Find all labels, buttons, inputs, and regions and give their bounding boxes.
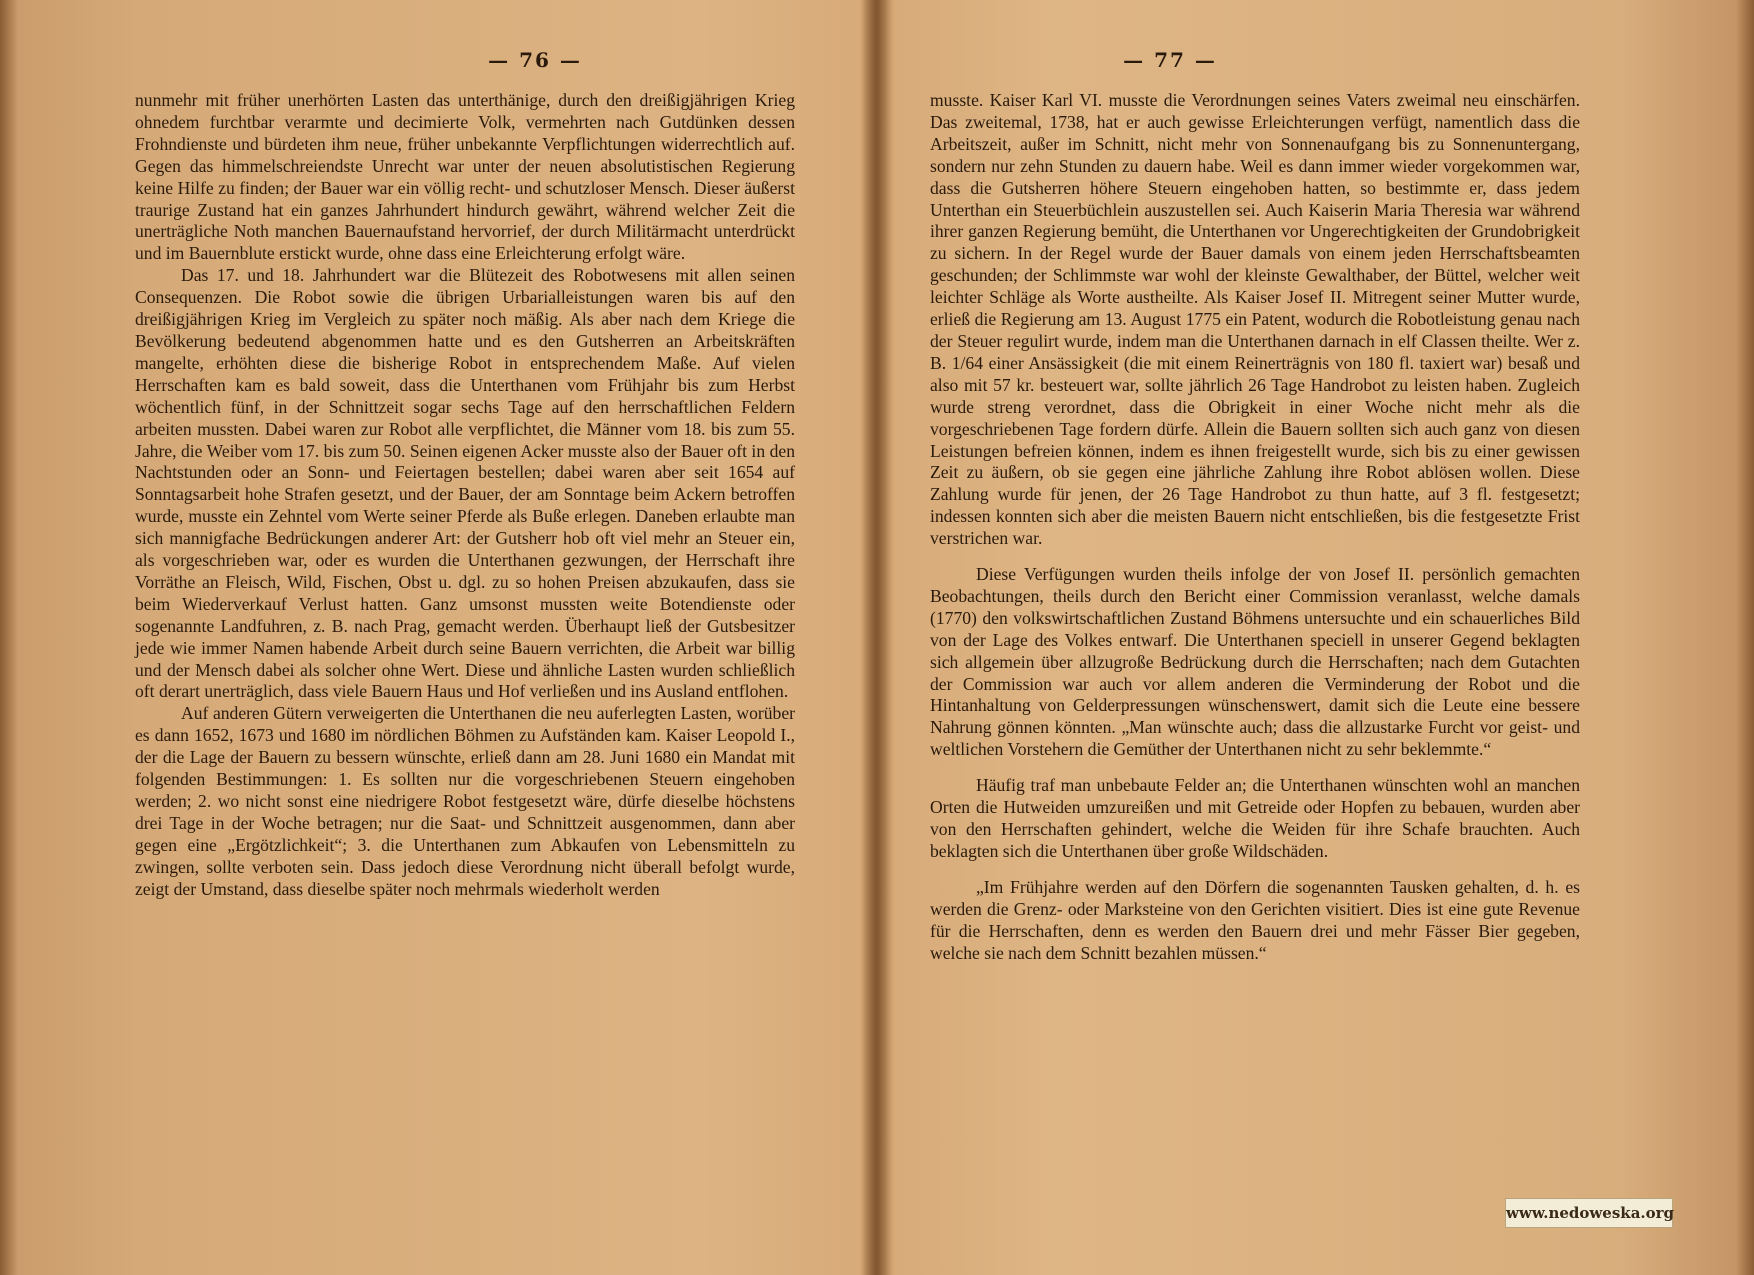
page-edge-right [1736, 0, 1754, 1275]
page-number-right: — 77 — [1123, 48, 1217, 72]
left-page [135, 40, 795, 1260]
right-page [930, 40, 1580, 1260]
book-gutter [862, 0, 890, 1275]
left-page-text [135, 90, 795, 901]
page-edge-left [0, 0, 18, 1275]
paragraph: Häufig traf man unbebaute Felder an; die Unterthanen wünschten wohl an manchen Orten die Hutweiden umzureißen und mit Getreide oder Hopfen zu bebauen, wurden aber von den Herrschaften gehindert, welche die Weiden für ihre Schafe brauchten. Auch beklagten sich die Unterthanen über große Wildschäden. [930, 775, 1580, 861]
right-page-text [930, 90, 1580, 964]
paragraph: Auf anderen Gütern verweigerten die Unterthanen die neu auferlegten Lasten, worüber es dann 1652, 1673 und 1680 im nördlichen Böhmen zu Aufständen kam. Kaiser Leopold I., der die Lage der Bauern zu bessern wünschte, erließ dann am 28. Juni 1680 ein Mandat mit folgenden Bestimmungen: 1. Es sollten nur die vorgeschriebenen Steuern eingehoben werden; 2. wo nicht sonst eine niedrigere Robot festgesetzt wäre, dürfe dieselbe höchstens drei Tage in der Woche betragen; nur die Saat- und Schnittzeit ausgenommen, dann aber gegen eine „Ergötzlichkeit“; 3. die Unterthanen zum Abkaufen von Lebensmitteln zu zwingen, sollte verboten sein. Dass jedoch diese Verordnung nicht überall befolgt wurde, zeigt der Umstand, dass dieselbe später noch mehrmals wiederholt werden [135, 703, 795, 899]
watermark-url: www.nedoweska.org [1505, 1198, 1673, 1228]
paragraph: musste. Kaiser Karl VI. musste die Verordnungen seines Vaters zweimal neu einschärfen. Das zweitemal, 1738, hat er auch gewisse Erleichterungen verfügt, namentlich dass die Arbeitszeit, außer im Schnitt, nicht mehr von Sonnenaufgang bis zu Sonnenuntergang, sondern nur zehn Stunden zu dauern habe. Weil es dann immer wieder vorgekommen war, dass die Gutsherren höhere Steuern eingehoben hatten, so bestimmte er, dass jedem Unterthan ein Steuerbüchlein auszustellen sei. Auch Kaiserin Maria Theresia war während ihrer ganzen Regierung bemüht, die Unterthanen vor Ungerechtigkeiten der Grundobrigkeit zu sichern. In der Regel wurde der Bauer damals von einem jeden Herrschaftsbeamten geschunden; der Schlimmste war wohl der kleinste Gewalthaber, der Büttel, welcher weit leichter Schläge als Worte austheilte. Als Kaiser Josef II. Mitregent seiner Mutter wurde, erließ die Regierung am 13. August 1775 ein Patent, wodurch die Robotleistung genau nach der Steuer regulirt wurde, indem man die Unterthanen darnach in elf Classen theilte. Wer z. B. 1/64 einer Ansässigkeit (die mit einem Reinerträgnis von 180 fl. taxiert war) besaß und also mit 57 kr. besteuert war, sollte jährlich 26 Tage Handrobot zu leisten haben. Zugleich wurde streng verordnet, dass die Obrigkeit in einer Woche nicht mehr als die vorgeschriebenen Tage fordern dürfe. Allein die Bauern sollten sich auch ganz von diesen Leistungen befreien können, indem es ihnen freigestellt wurde, sich bis zu einer gewissen Zeit zu äußern, ob sie gegen eine jährliche Zahlung ihre Robot ablösen wollen. Diese Zahlung wurde für jenen, der 26 Tage Handrobot zu thun hatte, auf 3 fl. festgesetzt; indessen konnten sich aber die meisten Bauern nicht entschließen, bis die festgesetzte Frist verstrichen war. [930, 90, 1580, 549]
paragraph: „Im Frühjahre werden auf den Dörfern die sogenannten Tausken gehalten, d. h. es werden die Grenz- oder Marksteine von den Gerichten visitiert. Dies ist eine gute Revenue für die Herrschaften, denn es werden den Bauern drei und mehr Fässer Bier gegeben, welche sie nach dem Schnitt bezahlen müssen.“ [930, 876, 1580, 963]
paragraph: nunmehr mit früher unerhörten Lasten das unterthänige, durch den dreißigjährigen Krieg ohnedem furchtbar verarmte und decimierte Volk, vermehrten nach Gutdünken dessen Frohndienste und bürdeten ihm neue, früher unbekannte Verpflichtungen widerrechtlich auf. Gegen das himmelschreiendste Unrecht war unter der neuen absolutistischen Regierung keine Hilfe zu finden; der Bauer war ein völlig recht- und schutzloser Mensch. Dieser äußerst traurige Zustand hat ein ganzes Jahrhundert hindurch gewährt, während welcher Zeit die unerträgliche Noth manchen Bauernaufstand hervorrief, der durch Militärmacht unterdrückt und im Bauernblute erstickt wurde, ohne dass eine Erleichterung erfolgt wäre. [135, 90, 795, 264]
paragraph: Das 17. und 18. Jahrhundert war die Blütezeit des Robotwesens mit allen seinen Consequenzen. Die Robot sowie die übrigen Urbarialleistungen waren bis auf den dreißigjährigen Krieg im Vergleich zu später noch mäßig. Als aber nach dem Kriege die Bevölkerung bedeutend abgenommen hatte und es den Gutsherren an Arbeitskräften mangelte, erhöhten diese die bisherige Robot in entsprechendem Maße. Auf vielen Herrschaften kam es bald soweit, dass die Unterthanen vom Frühjahr bis zum Herbst wöchentlich fünf, in der Schnittzeit sogar sechs Tage auf den herrschaftlichen Feldern arbeiten mussten. Dabei waren zur Robot alle verpflichtet, die Männer vom 18. bis zum 55. Jahre, die Weiber vom 17. bis zum 50. Seinen eigenen Acker musste also der Bauer oft in den Nachtstunden oder an Sonn- und Feiertagen bestellen; dabei waren aber seit 1654 auf Sonntagsarbeit hohe Strafen gesetzt, und der Bauer, der am Sonntage beim Ackern betroffen wurde, musste ein Zehntel vom Werte seiner Pferde als Buße erlegen. Daneben erlaubte man sich mannigfache Bedrückungen anderer Art: der Gutsherr hob oft viel mehr an Steuer ein, als vorgeschrieben war, oder es wurden die Unterthanen gezwungen, der Herrschaft ihre Vorräthe an Fleisch, Wild, Fischen, Obst u. dgl. zu so hohen Preisen abzukaufen, dass sie beim Wiederverkauf Verlust hatten. Ganz umsonst mussten weite Botendienste oder sogenannte Landfuhren, z. B. nach Prag, gemacht werden. Überhaupt ließ der Gutsbesitzer jede wie immer Namen habende Arbeit durch seine Bauern verrichten, die Arbeit war billig und der Mensch dabei als solcher ohne Wert. Diese und ähnliche Lasten wurden schließlich oft derart unerträglich, dass viele Bauern Haus und Hof verließen und ins Ausland entflohen. [135, 265, 795, 702]
page-number-left: — 76 — [488, 48, 582, 72]
paragraph: Diese Verfügungen wurden theils infolge der von Josef II. persönlich gemachten Beobachtungen, theils durch den Bericht einer Commission veranlasst, welche damals (1770) den volkswirtschaftlichen Zustand Böhmens untersuchte und ein schauerliches Bild von der Lage des Volkes entwarf. Die Unterthanen speciell in unserer Gegend beklagten sich allgemein über allzugroße Bedrückung durch die Herrschaften; nach dem Gutachten der Commission war auch vor allem anderen die Verminderung der Robot und die Hintanhaltung von Gelderpressungen wünschenswert, damit sich die Leute eine bessere Nahrung gönnen könnten. „Man wünschte auch; dass die allzustarke Furcht vor geist- und weltlichen Vorstehern die Gemüther der Unterthanen nicht zu sehr beklemmte.“ [930, 564, 1580, 760]
